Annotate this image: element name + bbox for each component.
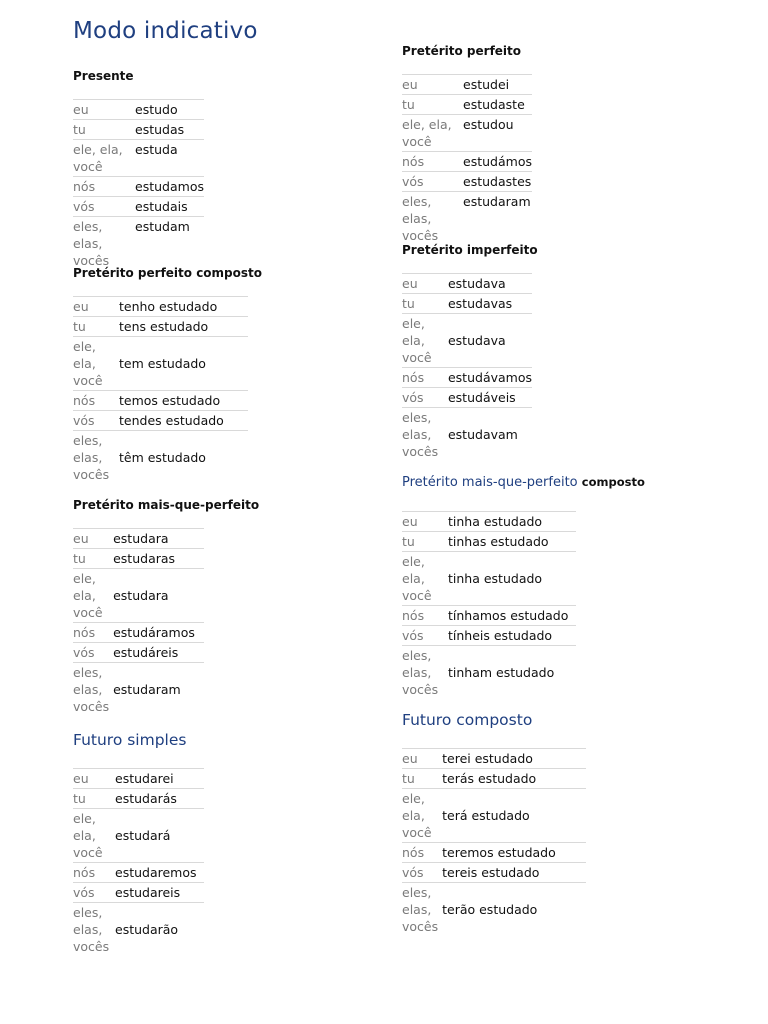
conj-body [402,75,532,246]
verb-cell: terei estudado [442,751,533,766]
pronoun-cell: nós [402,608,425,623]
table-row [73,431,248,485]
table-row [402,192,532,246]
verb-cell: estudastes [463,174,532,189]
verb-cell: têm estudado [119,450,206,465]
table-row [73,663,204,717]
verb-cell: estudaram [463,194,531,209]
pronoun-cell: vós [402,865,424,880]
table-row [402,789,586,843]
table-row [402,552,576,606]
pronoun-cell: nós [73,179,96,194]
table-row [73,217,204,271]
verb-cell: estudáramos [113,625,195,640]
table-row [73,100,204,120]
pronoun-cell: vós [73,885,95,900]
table-row [402,749,586,769]
table-row [73,140,204,177]
section-futuro-composto [402,710,586,936]
table-row [402,408,532,462]
section-heading: Futuro composto [402,711,533,729]
pronoun-cell: nós [73,625,96,640]
pronoun-cell: eu [402,514,418,529]
verb-cell: tinham estudado [448,665,555,680]
pronoun-cell: eles, elas, vocês [73,905,110,954]
heading-suffix: composto [581,475,645,489]
pronoun-cell: eu [73,102,89,117]
table-row [73,549,204,569]
section-presente [73,68,204,270]
verb-cell: estudáveis [447,390,516,405]
section-heading: Pretérito imperfeito [402,243,538,257]
verb-cell: temos estudado [119,393,221,408]
section-heading: Pretérito mais-que-perfeito [73,498,260,512]
table-row [402,172,532,192]
pronoun-cell: eles, elas, vocês [402,648,439,697]
pronoun-cell: nós [402,154,425,169]
table-row [402,274,532,294]
pronoun-cell: eles, elas, vocês [73,665,110,714]
verb-cell: terão estudado [442,902,538,917]
verb-cell: estudara [113,531,169,546]
table-row [73,643,204,663]
verb-cell: estudavas [447,296,513,311]
pronoun-cell: nós [402,370,425,385]
verb-cell: estudareis [115,885,181,900]
pronoun-cell: ele, ela, você [73,571,103,620]
pronoun-cell: ele, ela, você [73,339,103,388]
table-row [402,843,586,863]
verb-cell: estudamos [135,179,204,194]
conjugation-table [402,748,586,936]
verb-cell: estudaste [463,97,525,112]
verb-cell: estudaras [113,551,176,566]
conj-body [73,529,204,717]
pronoun-cell: tu [402,296,415,311]
table-row [73,391,248,411]
verb-cell: tendes estudado [119,413,224,428]
conj-body [402,512,576,700]
verb-cell: tinha estudado [448,571,543,586]
verb-cell: tereis estudado [442,865,540,880]
conj-body [73,769,204,957]
pronoun-cell: eu [73,299,89,314]
pronoun-cell: eles, elas, vocês [402,194,439,243]
pronoun-cell: eles, elas, vocês [402,410,439,459]
verb-cell: estudavam [447,427,518,442]
table-row [73,120,204,140]
table-row [73,317,248,337]
section-heading: Pretérito perfeito composto [73,266,263,280]
verb-cell: estudarás [115,791,177,806]
verb-cell: tenho estudado [119,299,218,314]
table-row [73,883,204,903]
page-title: Modo indicativo [73,18,258,44]
table-row [73,337,248,391]
table-row [402,388,532,408]
pronoun-cell: vós [402,390,424,405]
pronoun-cell: ele, ela, você [73,142,123,174]
pronoun-cell: tu [402,97,415,112]
pronoun-cell: tu [402,534,415,549]
table-row [73,789,204,809]
verb-cell: estudais [135,199,188,214]
conj-body [402,749,586,937]
table-row [73,809,204,863]
table-row [73,569,204,623]
conjugation-table [402,74,532,245]
pronoun-cell: eles, elas, vocês [73,433,110,482]
table-row [73,197,204,217]
verb-cell: tinhas estudado [448,534,549,549]
conjugation-table [402,273,532,461]
pronoun-cell: tu [73,122,86,137]
table-row [402,115,532,152]
pronoun-cell: eles, elas, vocês [73,219,110,268]
section-mais-que-perfeito [73,497,259,716]
table-row [402,532,576,552]
verb-cell: estudaremos [115,865,197,880]
table-row [402,314,532,368]
conjugation-table [73,296,248,484]
verb-cell: estudei [463,77,510,92]
pronoun-cell: ele, ela, você [402,554,432,603]
verb-cell: estudávamos [447,370,532,385]
table-row [402,646,576,700]
conj-body [73,100,204,271]
verb-cell: estudara [113,588,169,603]
pronoun-cell: nós [73,865,96,880]
table-row [402,75,532,95]
pronoun-cell: ele, ela, você [73,811,103,860]
pronoun-cell: eu [402,751,418,766]
pronoun-cell: tu [73,791,86,806]
pronoun-cell: eu [73,771,89,786]
table-row [402,368,532,388]
verb-cell: tinha estudado [448,514,543,529]
verb-cell: estudava [447,333,506,348]
verb-cell: estudam [135,219,190,234]
pronoun-cell: vós [73,199,95,214]
section-perfeito-composto [73,265,262,484]
conj-body [402,274,532,462]
section-futuro-simples [73,730,204,956]
section-mais-que-perfeito-composto [402,472,645,699]
pronoun-cell: tu [73,319,86,334]
verb-cell: estudámos [463,154,532,169]
verb-cell: teremos estudado [442,845,556,860]
verb-cell: estudas [135,122,185,137]
verb-cell: terás estudado [442,771,537,786]
verb-cell: estudáreis [113,645,179,660]
table-row [73,903,204,957]
table-row [402,512,576,532]
table-row [402,769,586,789]
conjugation-table [73,528,204,716]
table-row [73,177,204,197]
conjugation-table [73,768,204,956]
pronoun-cell: vós [402,174,424,189]
table-row [73,297,248,317]
verb-cell: tínheis estudado [448,628,553,643]
table-row [402,883,586,937]
pronoun-cell: vós [73,645,95,660]
table-row [73,769,204,789]
verb-cell: estudará [115,828,171,843]
pronoun-cell: nós [73,393,96,408]
pronoun-cell: ele, ela, você [402,117,452,149]
conjugation-table [402,511,576,699]
verb-cell: terá estudado [442,808,530,823]
pronoun-cell: eu [73,531,89,546]
pronoun-cell: eles, elas, vocês [402,885,439,934]
section-imperfeito [402,242,538,461]
section-heading: Futuro simples [73,731,187,749]
table-row [402,606,576,626]
verb-cell: estudo [135,102,178,117]
pronoun-cell: tu [73,551,86,566]
verb-cell: estudava [447,276,506,291]
table-row [73,623,204,643]
verb-cell: estudou [463,117,514,132]
verb-cell: tem estudado [119,356,206,371]
conj-body [73,297,248,485]
table-row [402,294,532,314]
verb-cell: tens estudado [119,319,209,334]
pronoun-cell: eu [402,77,418,92]
verb-cell: estudarão [115,922,179,937]
heading-main: Pretérito mais-que-perfeito [402,475,578,490]
verb-cell: tínhamos estudado [448,608,569,623]
table-row [73,863,204,883]
section-heading [402,472,645,493]
verb-cell: estudarei [115,771,174,786]
table-row [402,863,586,883]
conjugation-table [73,99,204,270]
pronoun-cell: vós [402,628,424,643]
pronoun-cell: nós [402,845,425,860]
table-row [402,626,576,646]
section-perfeito [402,43,532,245]
pronoun-cell: tu [402,771,415,786]
table-row [73,411,248,431]
pronoun-cell: vós [73,413,95,428]
pronoun-cell: ele, ela, você [402,791,432,840]
verb-cell: estudaram [113,682,181,697]
table-row [402,152,532,172]
section-heading: Pretérito perfeito [402,44,522,58]
section-heading: Presente [73,69,134,83]
pronoun-cell: eu [402,276,418,291]
pronoun-cell: ele, ela, você [402,316,432,365]
table-row [402,95,532,115]
verb-cell: estuda [135,142,178,157]
table-row [73,529,204,549]
